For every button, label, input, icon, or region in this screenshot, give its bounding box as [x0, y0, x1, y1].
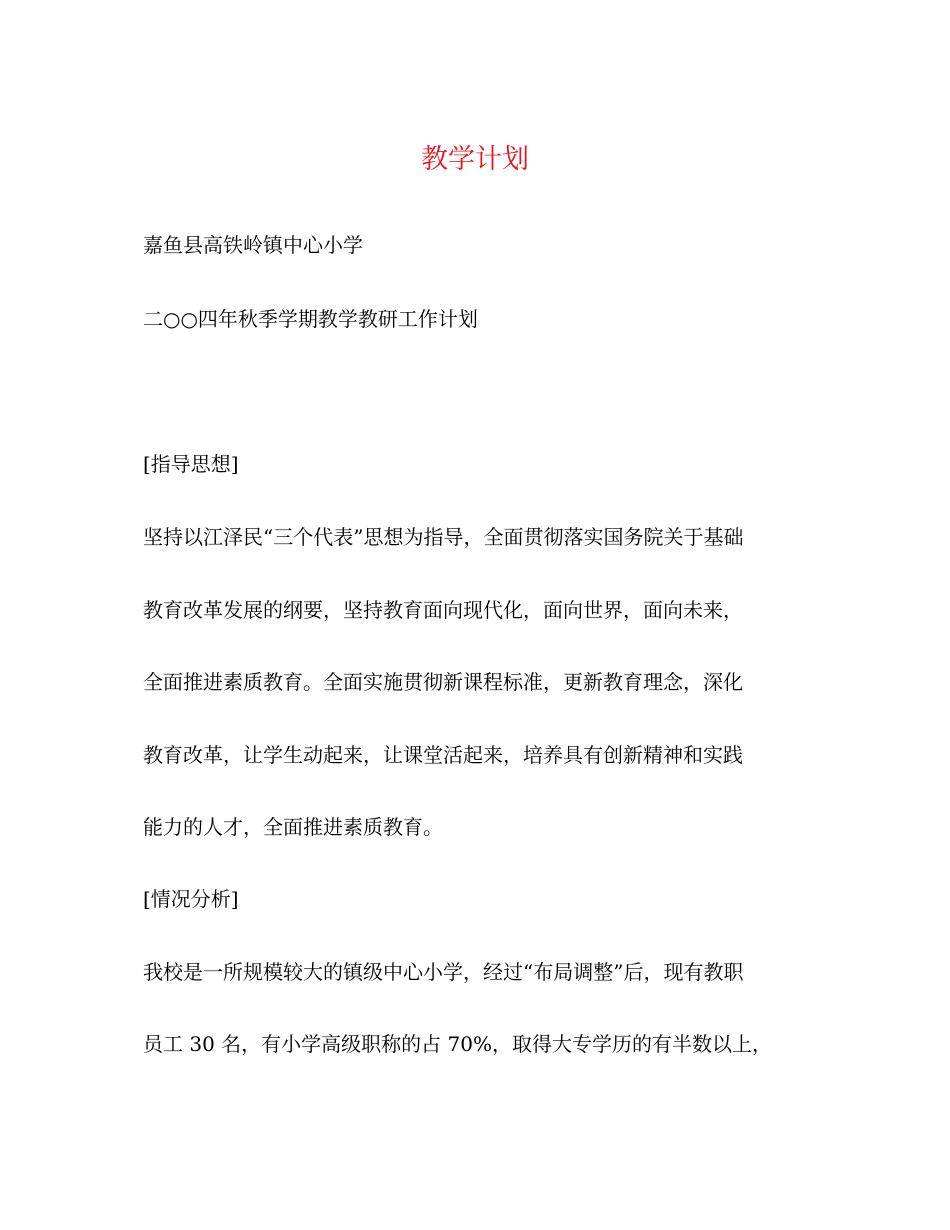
paragraph-line: 能力的人才，全面推进素质教育。: [143, 815, 443, 839]
section-heading-guiding-thought: [指导思想]: [143, 452, 239, 476]
paragraph-line: 教育改革，让学生动起来，让课堂活起来，培养具有创新精神和实践: [143, 743, 743, 767]
paragraph-line: 全面推进素质教育。全面实施贯彻新课程标准，更新教育理念，深化: [143, 670, 743, 694]
paragraph-line: 员工 30 名，有小学高级职称的占 70%，取得大专学历的有半数以上，: [143, 1032, 772, 1056]
paragraph-line: 坚持以江泽民“三个代表”思想为指导，全面贯彻落实国务院关于基础: [143, 525, 744, 549]
plan-subtitle: 二○○四年秋季学期教学教研工作计划: [143, 307, 478, 331]
school-name: 嘉鱼县高铁岭镇中心小学: [143, 233, 363, 257]
paragraph-line: 我校是一所规模较大的镇级中心小学，经过“布局调整”后，现有教职: [143, 960, 744, 984]
document-title: 教学计划: [421, 144, 529, 175]
section-heading-situation-analysis: [情况分析]: [143, 887, 239, 911]
paragraph-line: 教育改革发展的纲要，坚持教育面向现代化，面向世界，面向未来，: [143, 598, 743, 622]
